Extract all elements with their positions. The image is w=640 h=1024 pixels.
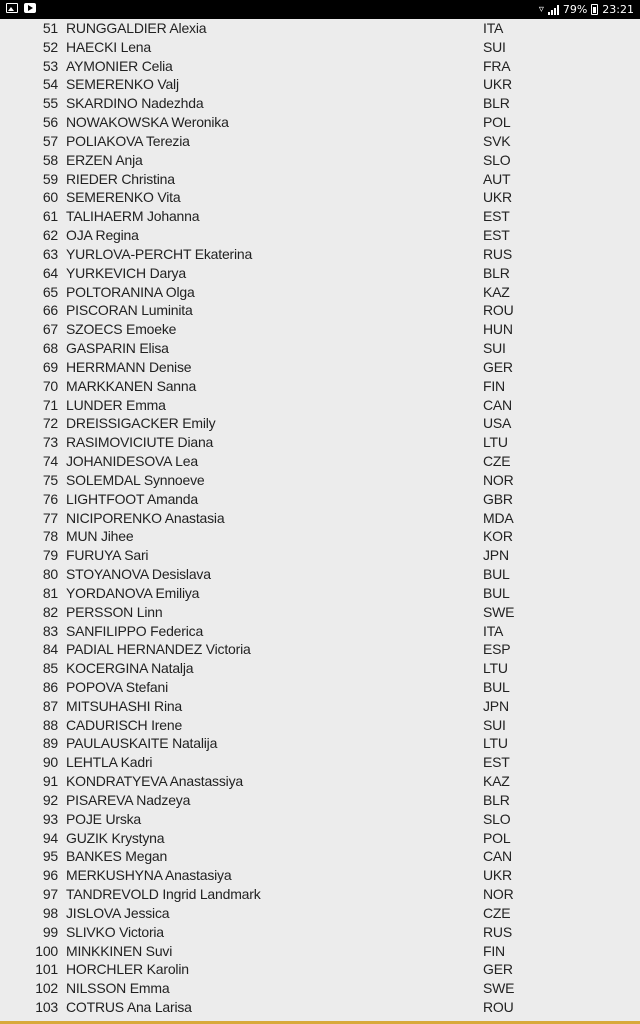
rank-number: 64 [42,264,58,281]
system-icons [539,2,634,17]
athlete-name: RIEDER Christina [66,170,175,187]
result-row [0,866,640,885]
result-row [0,38,640,57]
athlete-name: CADURISCH Irene [66,716,183,733]
rank-number: 86 [42,678,58,695]
country-code: FRA [483,57,511,74]
athlete-name: JISLOVA Jessica [66,904,170,921]
athlete-name: KOCERGINA Natalja [66,660,194,677]
rank-number: 91 [42,773,58,790]
result-row [0,301,640,320]
rank-number: 97 [42,886,58,903]
rank-number: 76 [42,490,58,507]
athlete-name: SEMERENKO Valj [66,76,179,93]
country-code: SVK [483,132,511,149]
athlete-name: NOWAKOWSKA Weronika [66,114,229,131]
country-code: ROU [483,999,514,1016]
result-row [0,226,640,245]
rank-number: 83 [42,622,58,639]
rank-number: 72 [42,415,58,432]
country-code: EST [483,208,510,225]
rank-number: 59 [42,170,58,187]
rank-number: 74 [42,453,58,470]
country-code: CZE [483,453,511,470]
result-row [0,659,640,678]
status-bar [0,0,640,19]
rank-number: 51 [42,20,58,36]
result-row [0,829,640,848]
country-code: KAZ [483,773,510,790]
country-code: NOR [483,471,514,488]
athlete-name: LUNDER Emma [66,396,166,413]
athlete-name: HERRMANN Denise [66,358,192,375]
country-code: LTU [483,735,508,752]
athlete-name: STOYANOVA Desislava [66,566,211,583]
athlete-name: KONDRATYEVA Anastassiya [66,773,243,790]
athlete-name: SEMERENKO Vita [66,189,181,206]
country-code: GER [483,961,513,978]
country-code: ITA [483,622,504,639]
rank-number: 92 [42,791,58,808]
athlete-name: RASIMOVICIUTE Diana [66,434,214,451]
athlete-name: MERKUSHYNA Anastasiya [66,867,232,884]
athlete-name: TALIHAERM Johanna [66,208,200,225]
country-code: LTU [483,434,508,451]
result-row [0,885,640,904]
result-row [0,75,640,94]
result-row [0,414,640,433]
wifi-icon: ▿ [538,4,544,15]
rank-number: 56 [42,114,58,131]
country-code: POL [483,829,511,846]
country-code: EST [483,754,510,771]
result-row [0,490,640,509]
country-code: BUL [483,566,510,583]
rank-number: 90 [42,754,58,771]
rank-number: 87 [42,697,58,714]
athlete-name: MINKKINEN Suvi [66,942,173,959]
country-code: UKR [483,189,512,206]
gallery-icon [6,3,18,13]
athlete-name: POLTORANINA Olga [66,283,195,300]
result-row [0,207,640,226]
result-row [0,904,640,923]
result-row [0,132,640,151]
rank-number: 99 [42,923,58,940]
result-row [0,471,640,490]
country-code: JPN [483,547,509,564]
rank-number: 88 [42,716,58,733]
notification-icons [6,3,36,13]
result-row [0,847,640,866]
rank-number: 68 [42,340,58,357]
signal-icon [548,5,559,15]
result-row [0,546,640,565]
athlete-name: PISCORAN Luminita [66,302,193,319]
athlete-name: POLIAKOVA Terezia [66,132,190,149]
country-code: CAN [483,396,512,413]
athlete-name: SZOECS Emoeke [66,321,177,338]
athlete-name: PAULAUSKAITE Natalija [66,735,218,752]
result-row [0,170,640,189]
result-row [0,264,640,283]
athlete-name: SOLEMDAL Synnoeve [66,471,205,488]
country-code: BLR [483,264,510,281]
athlete-name: PISAREVA Nadzeya [66,791,191,808]
rank-number: 77 [42,509,58,526]
battery-percent: 79% [562,3,588,16]
result-row [0,358,640,377]
rank-number: 82 [42,603,58,620]
result-row [0,188,640,207]
result-row [0,565,640,584]
athlete-name: TANDREVOLD Ingrid Landmark [66,886,261,903]
athlete-name: SKARDINO Nadezhda [66,95,204,112]
country-code: SLO [483,151,511,168]
athlete-name: POPOVA Stefani [66,678,168,695]
country-code: RUS [483,245,512,262]
result-row [0,923,640,942]
rank-number: 70 [42,377,58,394]
rank-number: 71 [42,396,58,413]
country-code: ESP [483,641,511,658]
athlete-name: HORCHLER Karolin [66,961,189,978]
rank-number: 101 [35,961,58,978]
result-row [0,584,640,603]
result-row [0,151,640,170]
athlete-name: COTRUS Ana Larisa [66,999,192,1016]
rank-number: 58 [42,151,58,168]
athlete-name: GASPARIN Elisa [66,340,169,357]
result-row [0,452,640,471]
country-code: FIN [483,942,505,959]
country-code: EST [483,227,510,244]
athlete-name: NICIPORENKO Anastasia [66,509,225,526]
result-row [0,622,640,641]
athlete-name: FURUYA Sari [66,547,149,564]
result-row [0,320,640,339]
country-code: SWE [483,603,515,620]
result-row [0,433,640,452]
result-row [0,19,640,38]
country-code: FIN [483,377,505,394]
result-row [0,979,640,998]
result-row [0,960,640,979]
result-row [0,678,640,697]
rank-number: 69 [42,358,58,375]
country-code: BUL [483,678,510,695]
country-code: BUL [483,584,510,601]
result-row [0,640,640,659]
athlete-name: NILSSON Emma [66,980,170,997]
athlete-name: ERZEN Anja [66,151,143,168]
athlete-name: SLIVKO Victoria [66,923,164,940]
result-row [0,697,640,716]
result-row [0,716,640,735]
result-row [0,113,640,132]
country-code: ITA [483,20,504,36]
country-code: RUS [483,923,512,940]
rank-number: 75 [42,471,58,488]
rank-number: 95 [42,848,58,865]
rank-number: 62 [42,227,58,244]
result-row [0,603,640,622]
rank-number: 89 [42,735,58,752]
athlete-name: OJA Regina [66,227,139,244]
result-row [0,339,640,358]
rank-number: 53 [42,57,58,74]
country-code: CZE [483,904,511,921]
athlete-name: MITSUHASHI Rina [66,697,183,714]
athlete-name: GUZIK Krystyna [66,829,165,846]
result-row [0,245,640,264]
result-row [0,527,640,546]
country-code: LTU [483,660,508,677]
rank-number: 57 [42,132,58,149]
result-row [0,396,640,415]
athlete-name: YURKEVICH Darya [66,264,186,281]
result-row [0,942,640,961]
youtube-icon [24,3,36,13]
country-code: ROU [483,302,514,319]
country-code: BLR [483,791,510,808]
rank-number: 65 [42,283,58,300]
rank-number: 81 [42,584,58,601]
result-row [0,734,640,753]
country-code: USA [483,415,512,432]
country-code: BLR [483,95,510,112]
athlete-name: DREISSIGACKER Emily [66,415,216,432]
rank-number: 94 [42,829,58,846]
country-code: HUN [483,321,513,338]
athlete-name: BANKES Megan [66,848,168,865]
athlete-name: HAECKI Lena [66,38,151,55]
rank-number: 98 [42,904,58,921]
rank-number: 55 [42,95,58,112]
battery-icon [591,4,598,15]
rank-number: 96 [42,867,58,884]
rank-number: 103 [35,999,58,1016]
clock: 23:21 [602,3,634,16]
result-row [0,283,640,302]
athlete-name: PADIAL HERNANDEZ Victoria [66,641,251,658]
country-code: SUI [483,340,506,357]
country-code: SLO [483,810,511,827]
rank-number: 85 [42,660,58,677]
athlete-name: LIGHTFOOT Amanda [66,490,198,507]
rank-number: 66 [42,302,58,319]
rank-number: 102 [35,980,58,997]
country-code: UKR [483,867,512,884]
result-row [0,772,640,791]
country-code: SUI [483,38,506,55]
athlete-name: LEHTLA Kadri [66,754,153,771]
rank-number: 100 [35,942,58,959]
rank-number: 73 [42,434,58,451]
country-code: KAZ [483,283,510,300]
athlete-name: PERSSON Linn [66,603,163,620]
result-row [0,509,640,528]
country-code: GER [483,358,513,375]
country-code: SUI [483,716,506,733]
rank-number: 93 [42,810,58,827]
rank-number: 63 [42,245,58,262]
country-code: NOR [483,886,514,903]
country-code: SWE [483,980,515,997]
country-code: CAN [483,848,512,865]
result-row [0,94,640,113]
result-row [0,753,640,772]
athlete-name: AYMONIER Celia [66,57,173,74]
rank-number: 67 [42,321,58,338]
athlete-name: SANFILIPPO Federica [66,622,204,639]
country-code: MDA [483,509,514,526]
country-code: POL [483,114,511,131]
country-code: UKR [483,76,512,93]
athlete-name: JOHANIDESOVA Lea [66,453,198,470]
athlete-name: POJE Urska [66,810,142,827]
rank-number: 84 [42,641,58,658]
rank-number: 80 [42,566,58,583]
country-code: KOR [483,528,513,545]
rank-number: 52 [42,38,58,55]
rank-number: 79 [42,547,58,564]
country-code: JPN [483,697,509,714]
country-code: GBR [483,490,513,507]
rank-number: 60 [42,189,58,206]
rank-number: 61 [42,208,58,225]
result-row [0,810,640,829]
rank-number: 54 [42,76,58,93]
athlete-name: RUNGGALDIER Alexia [66,20,207,36]
rank-number: 78 [42,528,58,545]
athlete-name: MARKKANEN Sanna [66,377,197,394]
country-code: AUT [483,170,511,187]
result-row [0,791,640,810]
result-row [0,57,640,76]
athlete-name: YORDANOVA Emiliya [66,584,200,601]
athlete-name: MUN Jihee [66,528,134,545]
results-list[interactable] [0,19,640,1017]
result-row [0,998,640,1017]
result-row [0,377,640,396]
athlete-name: YURLOVA-PERCHT Ekaterina [66,245,253,262]
